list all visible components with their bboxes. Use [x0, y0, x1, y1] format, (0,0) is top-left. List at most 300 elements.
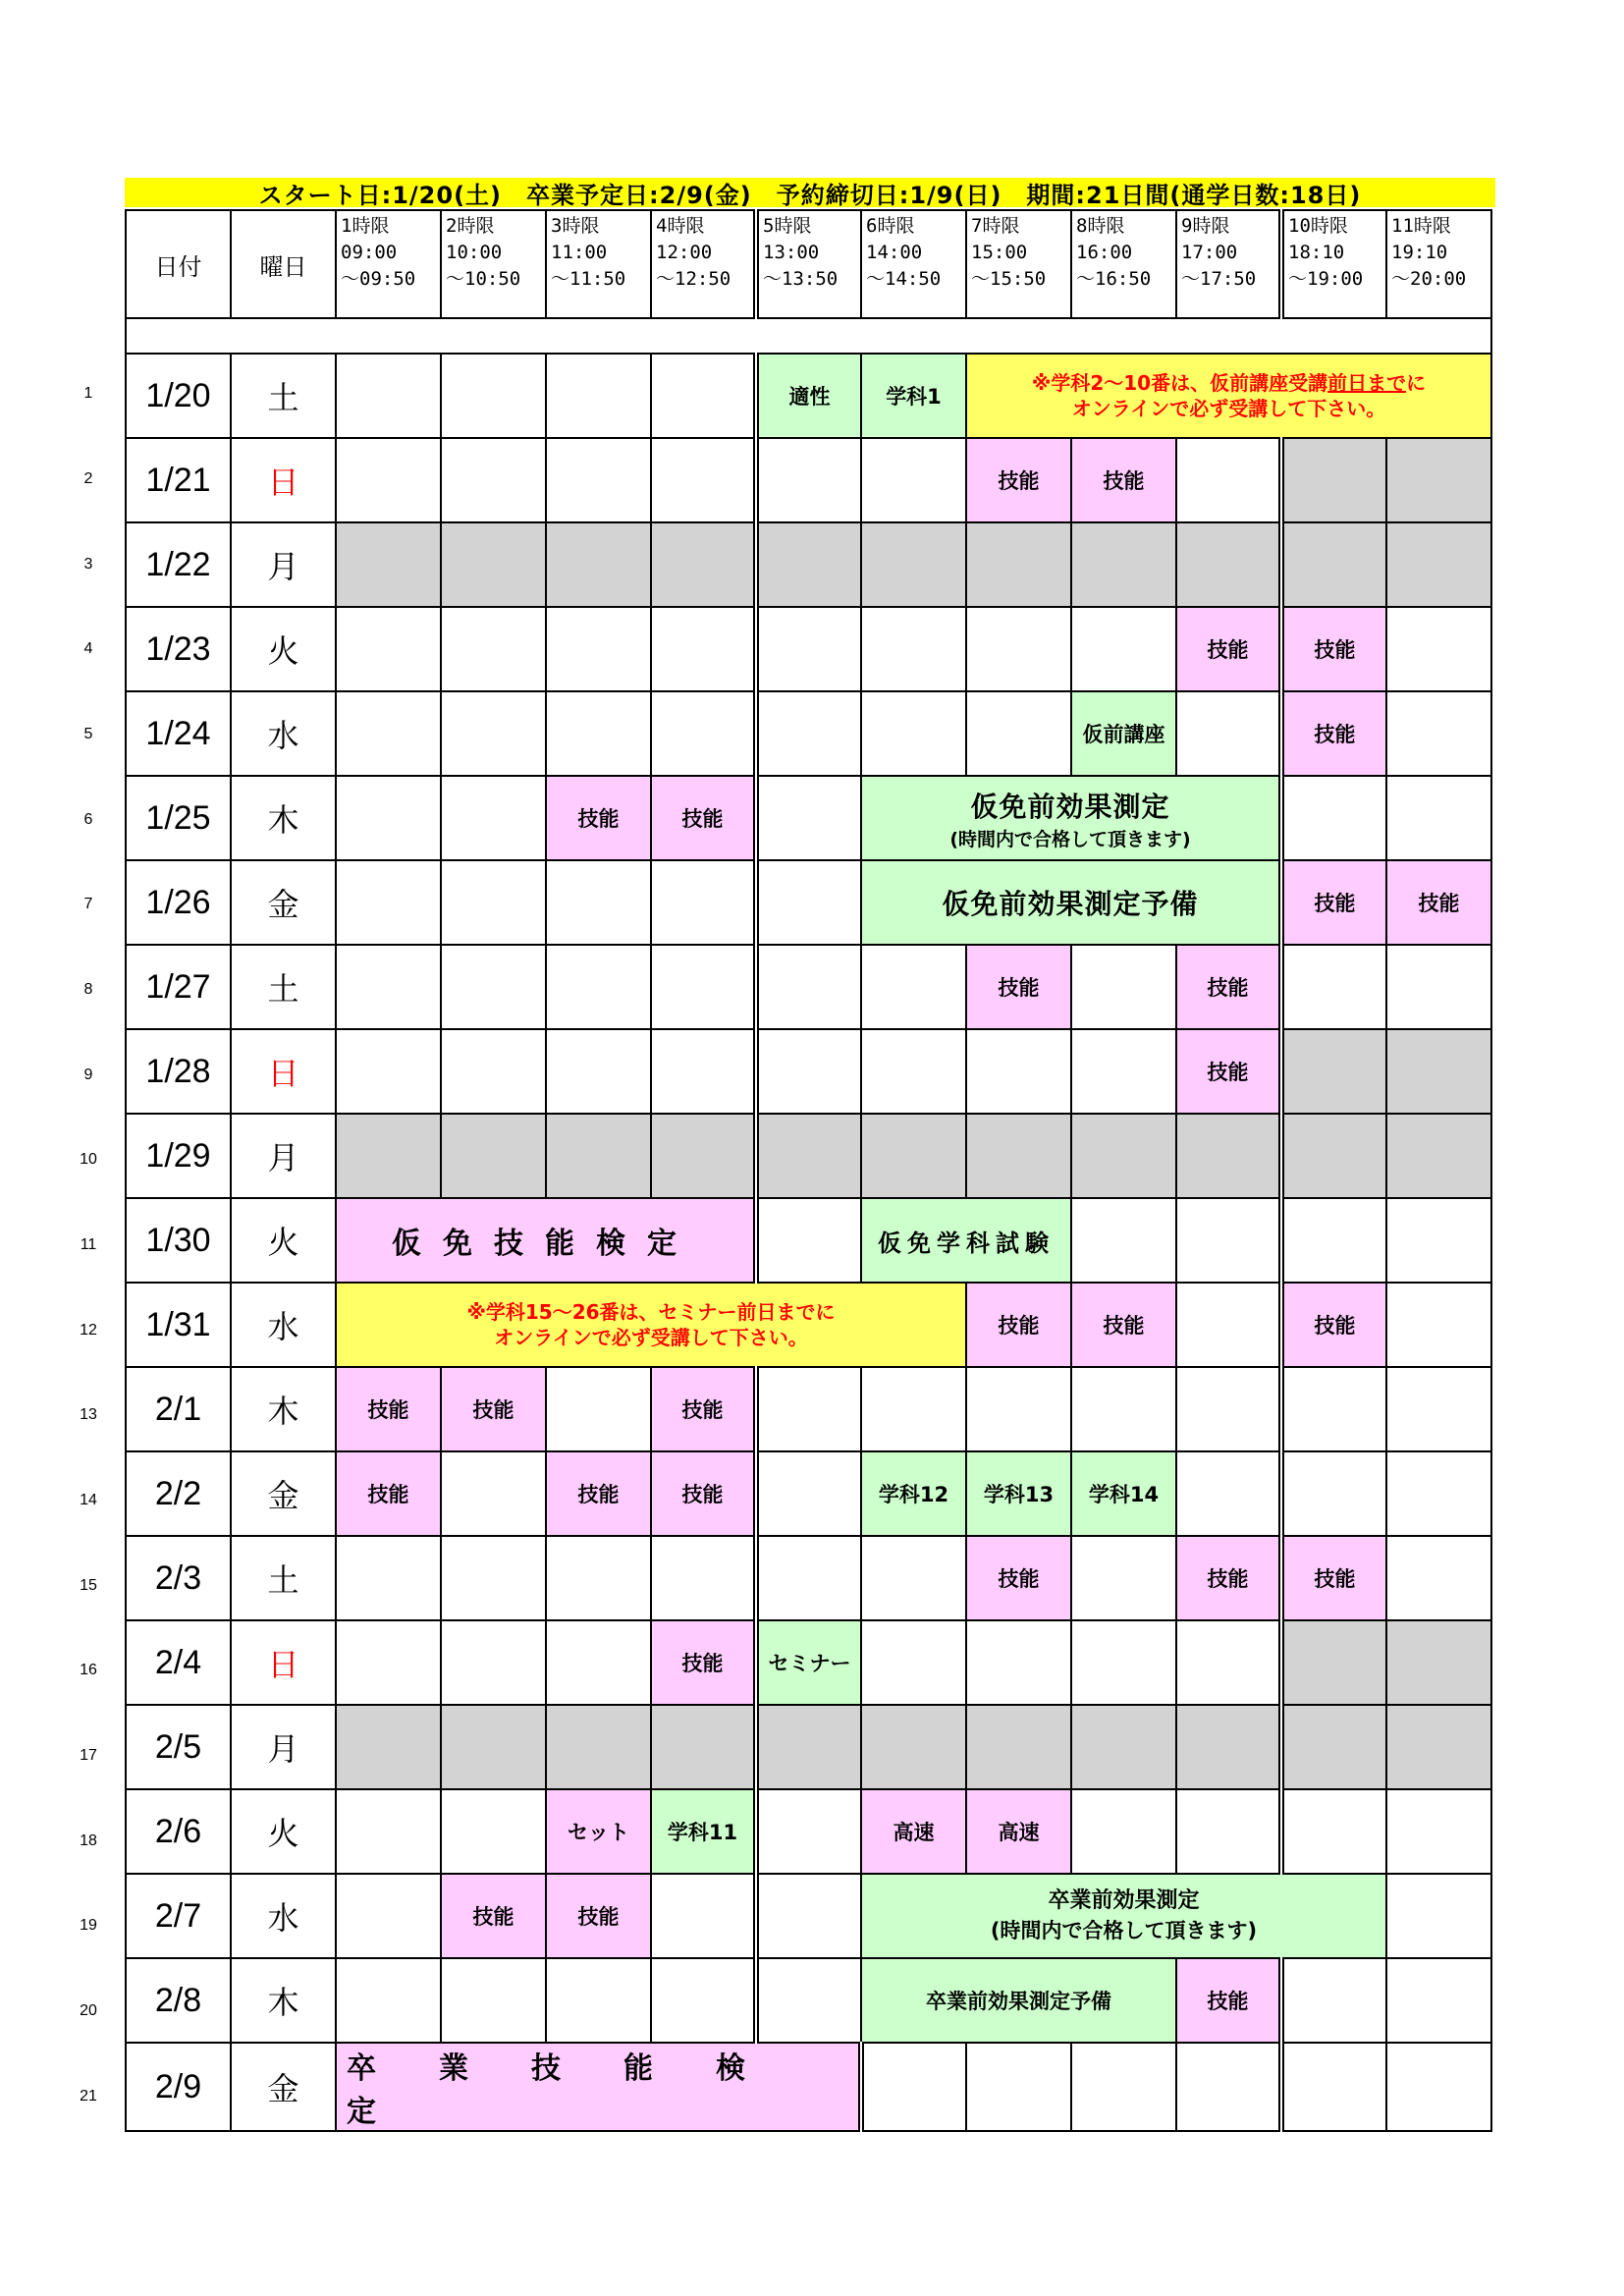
row-number: 8: [83, 981, 93, 998]
table-row: [126, 1789, 1491, 1874]
date-cell: 2/4: [126, 1620, 231, 1705]
ginou-slot: 技能: [441, 1367, 546, 1451]
table-row: [126, 1705, 1491, 1789]
closed-slot: [1176, 1114, 1281, 1198]
ginou-slot: 技能: [651, 1620, 756, 1705]
closed-slot: [1386, 1114, 1491, 1198]
kari-kouka-sokutei-slot: 仮免前効果測定 (時間内で合格して頂きます): [861, 776, 1281, 860]
ginou-slot: 技能: [1176, 945, 1281, 1029]
date-cell: 1/23: [126, 607, 231, 691]
weekday-cell: 金: [231, 860, 336, 945]
weekday-cell: 火: [231, 1789, 336, 1874]
closed-slot: [336, 1114, 441, 1198]
date-cell: 1/31: [126, 1283, 231, 1367]
row-number: 19: [80, 1917, 97, 1934]
slot-cell: [546, 1367, 651, 1451]
row-number: 14: [80, 1492, 97, 1508]
table-row: [126, 438, 1491, 522]
slot-cell: [966, 691, 1071, 776]
ginou-slot: 技能: [966, 438, 1071, 522]
slot-cell: [756, 438, 861, 522]
slot-cell: [336, 776, 441, 860]
slot-cell: [651, 1958, 756, 2043]
slot-cell: [1386, 776, 1491, 860]
date-cell: 1/21: [126, 438, 231, 522]
schedule-table: [125, 209, 1492, 2132]
slot-cell: [651, 691, 756, 776]
ginou-slot: 技能: [651, 776, 756, 860]
ginou-slot: 技能: [966, 1536, 1071, 1620]
ginou-slot: 技能: [546, 1451, 651, 1536]
date-cell: 1/20: [126, 354, 231, 438]
slot-cell: [1071, 1367, 1176, 1451]
date-cell: 1/22: [126, 522, 231, 607]
table-row: [126, 522, 1491, 607]
slot-cell: [441, 945, 546, 1029]
slot-cell: [336, 354, 441, 438]
closed-slot: [651, 522, 756, 607]
date-cell: 2/7: [126, 1874, 231, 1958]
row-number: 12: [80, 1322, 97, 1339]
table-row: [126, 1114, 1491, 1198]
weekday-cell: 火: [231, 607, 336, 691]
slot-cell: [441, 1029, 546, 1114]
date-cell: 1/26: [126, 860, 231, 945]
weekday-cell: 水: [231, 1874, 336, 1958]
slot-cell: [336, 1958, 441, 2043]
weekday-cell: 土: [231, 945, 336, 1029]
weekday-cell: 土: [231, 1536, 336, 1620]
slot-cell: [651, 1874, 756, 1958]
ginou-slot: 技能: [546, 1874, 651, 1958]
date-cell: 2/3: [126, 1536, 231, 1620]
period-header-1: 1時限 09:00 ～09:50: [336, 210, 441, 318]
slot-cell: [441, 860, 546, 945]
set-slot: セット: [546, 1789, 651, 1874]
slot-cell: [1071, 2043, 1176, 2131]
slot-cell: [1176, 1367, 1281, 1451]
slot-cell: [1071, 1789, 1176, 1874]
slot-cell: [1281, 2043, 1386, 2131]
closed-slot: [861, 1114, 966, 1198]
seminar-slot: セミナー: [756, 1620, 861, 1705]
closed-slot: [1281, 1620, 1386, 1705]
slot-cell: [756, 1029, 861, 1114]
slot-cell: [336, 691, 441, 776]
weekday-cell: 日: [231, 438, 336, 522]
table-row: [126, 776, 1491, 860]
closed-slot: [756, 1114, 861, 1198]
slot-cell: [1386, 1958, 1491, 2043]
slot-cell: [756, 776, 861, 860]
slot-cell: [336, 945, 441, 1029]
date-column-header: 日付: [126, 210, 231, 318]
slot-cell: [441, 1620, 546, 1705]
slot-cell: [756, 1874, 861, 1958]
slot-cell: [1281, 1367, 1386, 1451]
online-note: ※学科2～10番は、仮前講座受講前日までに オンラインで必ず受講して下さい。: [966, 354, 1491, 438]
closed-slot: [1281, 1114, 1386, 1198]
table-row: [126, 691, 1491, 776]
period-header-11: 11時限 19:10 ～20:00: [1386, 210, 1491, 318]
row-number: 2: [83, 470, 93, 487]
row-number: 3: [83, 556, 93, 573]
slot-cell: [651, 607, 756, 691]
period-header-2: 2時限 10:00 ～10:50: [441, 210, 546, 318]
slot-cell: [651, 1536, 756, 1620]
ginou-slot: 技能: [966, 1283, 1071, 1367]
closed-slot: [441, 1114, 546, 1198]
closed-slot: [861, 1705, 966, 1789]
closed-slot: [1281, 522, 1386, 607]
spacer-cell: [126, 318, 1491, 354]
row-number: 1: [83, 385, 93, 402]
closed-slot: [861, 522, 966, 607]
table-row: [126, 1367, 1491, 1451]
ginou-slot: 技能: [1071, 438, 1176, 522]
ginou-slot: 技能: [546, 776, 651, 860]
row-number: 20: [80, 2002, 97, 2019]
slot-cell: [756, 1451, 861, 1536]
slot-cell: [756, 607, 861, 691]
slot-cell: [756, 945, 861, 1029]
slot-cell: [1386, 1367, 1491, 1451]
row-number: 5: [83, 726, 93, 742]
closed-slot: [1176, 522, 1281, 607]
ginou-slot: 技能: [1281, 860, 1386, 945]
weekday-cell: 土: [231, 354, 336, 438]
slot-cell: [336, 1620, 441, 1705]
table-row: [126, 1620, 1491, 1705]
date-cell: 1/27: [126, 945, 231, 1029]
gakka-slot: 学科1: [861, 354, 966, 438]
slot-cell: [546, 945, 651, 1029]
row-number: 9: [83, 1066, 93, 1083]
weekday-cell: 木: [231, 1958, 336, 2043]
slot-cell: [756, 1367, 861, 1451]
table-row: [126, 607, 1491, 691]
date-cell: 2/6: [126, 1789, 231, 1874]
closed-slot: [756, 522, 861, 607]
slot-cell: [546, 691, 651, 776]
closed-slot: [1281, 438, 1386, 522]
sotsu-kouka-sokutei-slot: 卒業前効果測定 (時間内で合格して頂きます): [861, 1874, 1386, 1958]
date-cell: 2/2: [126, 1451, 231, 1536]
slot-cell: [861, 1367, 966, 1451]
weekday-cell: 月: [231, 1705, 336, 1789]
row-number: 17: [80, 1747, 97, 1764]
slot-cell: [1071, 1536, 1176, 1620]
slot-cell: [546, 1029, 651, 1114]
slot-cell: [1176, 1789, 1281, 1874]
slot-cell: [336, 1789, 441, 1874]
date-cell: 1/30: [126, 1198, 231, 1283]
ginou-slot: 技能: [1386, 860, 1491, 945]
date-cell: 1/24: [126, 691, 231, 776]
aptitude-slot: 適性: [756, 354, 861, 438]
slot-cell: [861, 945, 966, 1029]
period-header-7: 7時限 15:00 ～15:50: [966, 210, 1071, 318]
closed-slot: [1386, 1620, 1491, 1705]
slot-cell: [441, 1958, 546, 2043]
weekday-cell: 月: [231, 522, 336, 607]
slot-cell: [1071, 1029, 1176, 1114]
weekday-cell: 火: [231, 1198, 336, 1283]
slot-cell: [441, 1451, 546, 1536]
slot-cell: [756, 1789, 861, 1874]
slot-cell: [756, 1958, 861, 2043]
table-row: [126, 1198, 1491, 1283]
slot-cell: [1071, 1198, 1176, 1283]
slot-cell: [546, 1958, 651, 2043]
weekday-column-header: 曜日: [231, 210, 336, 318]
table-row: [126, 354, 1491, 438]
table-row: [126, 1283, 1491, 1367]
slot-cell: [756, 1536, 861, 1620]
closed-slot: [336, 522, 441, 607]
weekday-cell: 水: [231, 1283, 336, 1367]
slot-cell: [1386, 1283, 1491, 1367]
slot-cell: [336, 1029, 441, 1114]
weekday-cell: 金: [231, 2043, 336, 2131]
closed-slot: [546, 522, 651, 607]
period-header-3: 3時限 11:00 ～11:50: [546, 210, 651, 318]
gakka-slot: 学科13: [966, 1451, 1071, 1536]
weekday-cell: 月: [231, 1114, 336, 1198]
slot-cell: [966, 2043, 1071, 2131]
ginou-slot: 技能: [1281, 1536, 1386, 1620]
row-number: 4: [83, 640, 93, 657]
closed-slot: [966, 522, 1071, 607]
gakka-slot: 学科12: [861, 1451, 966, 1536]
period-header-6: 6時限 14:00 ～14:50: [861, 210, 966, 318]
closed-slot: [1386, 438, 1491, 522]
row-number: 18: [80, 1832, 97, 1849]
schedule-summary-text: スタート日:1/20(土) 卒業予定日:2/9(金) 予約締切日:1/9(日) 期間:21日間(通学日数:18日): [258, 181, 1362, 209]
row-number: 15: [80, 1577, 97, 1594]
gakka-slot: 学科11: [651, 1789, 756, 1874]
weekday-cell: 木: [231, 776, 336, 860]
ginou-slot: 技能: [1176, 607, 1281, 691]
kari-kouza-slot: 仮前講座: [1071, 691, 1176, 776]
row-number: 11: [80, 1236, 97, 1253]
ginou-slot: 技能: [1281, 607, 1386, 691]
period-header-8: 8時限 16:00 ～16:50: [1071, 210, 1176, 318]
slot-cell: [546, 860, 651, 945]
slot-cell: [1281, 1958, 1386, 2043]
slot-cell: [651, 860, 756, 945]
ginou-slot: 技能: [441, 1874, 546, 1958]
slot-cell: [1281, 1451, 1386, 1536]
ginou-slot: 技能: [1281, 691, 1386, 776]
weekday-cell: 水: [231, 691, 336, 776]
slot-cell: [546, 354, 651, 438]
slot-cell: [1176, 691, 1281, 776]
kousoku-slot: 高速: [966, 1789, 1071, 1874]
slot-cell: [441, 691, 546, 776]
closed-slot: [1176, 1705, 1281, 1789]
ginou-slot: 技能: [1176, 1536, 1281, 1620]
closed-slot: [756, 1705, 861, 1789]
slot-cell: [1386, 1536, 1491, 1620]
slot-cell: [1176, 2043, 1281, 2131]
slot-cell: [1386, 2043, 1491, 2131]
slot-cell: [966, 1367, 1071, 1451]
slot-cell: [966, 1029, 1071, 1114]
slot-cell: [441, 776, 546, 860]
slot-cell: [651, 1029, 756, 1114]
ginou-slot: 技能: [651, 1451, 756, 1536]
header-row: [126, 210, 1491, 318]
table-row: [126, 1536, 1491, 1620]
ginou-slot: 技能: [1176, 1958, 1281, 2043]
slot-cell: [756, 691, 861, 776]
slot-cell: [336, 1536, 441, 1620]
date-cell: 2/9: [126, 2043, 231, 2131]
kari-kouka-yobi-slot: 仮免前効果測定予備: [861, 860, 1281, 945]
slot-cell: [546, 1620, 651, 1705]
kousoku-slot: 高速: [861, 1789, 966, 1874]
slot-cell: [546, 607, 651, 691]
slot-cell: [1176, 438, 1281, 522]
weekday-cell: 日: [231, 1029, 336, 1114]
date-cell: 1/28: [126, 1029, 231, 1114]
slot-cell: [756, 1198, 861, 1283]
row-number: 21: [80, 2088, 97, 2105]
ginou-slot: 技能: [651, 1367, 756, 1451]
slot-cell: [1071, 607, 1176, 691]
weekday-cell: 木: [231, 1367, 336, 1451]
table-row: [126, 945, 1491, 1029]
slot-cell: [546, 438, 651, 522]
slot-cell: [651, 438, 756, 522]
slot-cell: [651, 354, 756, 438]
slot-cell: [336, 860, 441, 945]
date-cell: 1/29: [126, 1114, 231, 1198]
slot-cell: [441, 1536, 546, 1620]
closed-slot: [441, 522, 546, 607]
ginou-slot: 技能: [1281, 1283, 1386, 1367]
table-row: [126, 1874, 1491, 1958]
slot-cell: [1176, 1198, 1281, 1283]
kari-ginou-kentei-slot: 仮免技能検定: [336, 1198, 756, 1283]
closed-slot: [1386, 1029, 1491, 1114]
closed-slot: [1281, 1029, 1386, 1114]
slot-cell: [336, 1874, 441, 1958]
slot-cell: [861, 438, 966, 522]
table-row: [126, 1958, 1491, 2043]
closed-slot: [441, 1705, 546, 1789]
slot-cell: [1386, 945, 1491, 1029]
table-row: [126, 1451, 1491, 1536]
closed-slot: [336, 1705, 441, 1789]
slot-cell: [861, 1029, 966, 1114]
ginou-slot: 技能: [966, 945, 1071, 1029]
date-cell: 2/8: [126, 1958, 231, 2043]
slot-cell: [441, 354, 546, 438]
sotsu-kouka-yobi-slot: 卒業前効果測定予備: [861, 1958, 1176, 2043]
row-number: 7: [83, 896, 93, 912]
slot-cell: [441, 607, 546, 691]
period-header-4: 4時限 12:00 ～12:50: [651, 210, 756, 318]
closed-slot: [1071, 1705, 1176, 1789]
slot-cell: [546, 1536, 651, 1620]
slot-cell: [1386, 1198, 1491, 1283]
slot-cell: [651, 945, 756, 1029]
slot-cell: [861, 1620, 966, 1705]
slot-cell: [861, 607, 966, 691]
period-header-5: 5時限 13:00 ～13:50: [756, 210, 861, 318]
schedule-summary-banner: [125, 178, 1495, 207]
slot-cell: [1281, 1789, 1386, 1874]
slot-cell: [1386, 1451, 1491, 1536]
slot-cell: [861, 2043, 966, 2131]
slot-cell: [756, 860, 861, 945]
closed-slot: [1386, 1705, 1491, 1789]
closed-slot: [966, 1705, 1071, 1789]
slot-cell: [1386, 1874, 1491, 1958]
slot-cell: [1281, 1198, 1386, 1283]
slot-cell: [1386, 607, 1491, 691]
slot-cell: [861, 691, 966, 776]
slot-cell: [1071, 1620, 1176, 1705]
row-number: 13: [80, 1406, 97, 1423]
slot-cell: [1281, 776, 1386, 860]
closed-slot: [1386, 522, 1491, 607]
period-header-9: 9時限 17:00 ～17:50: [1176, 210, 1281, 318]
slot-cell: [1176, 1620, 1281, 1705]
slot-cell: [966, 1620, 1071, 1705]
table-row: [126, 2043, 1491, 2131]
slot-cell: [1386, 691, 1491, 776]
ginou-slot: 技能: [336, 1451, 441, 1536]
sotsu-ginou-kentei-slot: 卒業技能検定: [336, 2043, 861, 2131]
slot-cell: [336, 607, 441, 691]
kari-gakka-shiken-slot: 仮免学科試験: [861, 1198, 1071, 1283]
slot-cell: [966, 607, 1071, 691]
closed-slot: [546, 1705, 651, 1789]
online-note: ※学科15～26番は、セミナー前日までに オンラインで必ず受講して下さい。: [336, 1283, 966, 1367]
weekday-cell: 日: [231, 1620, 336, 1705]
date-cell: 1/25: [126, 776, 231, 860]
slot-cell: [441, 1789, 546, 1874]
spacer-row: [126, 318, 1491, 354]
slot-cell: [861, 1536, 966, 1620]
gakka-slot: 学科14: [1071, 1451, 1176, 1536]
closed-slot: [1071, 522, 1176, 607]
slot-cell: [441, 438, 546, 522]
slot-cell: [1176, 1283, 1281, 1367]
ginou-slot: 技能: [1176, 1029, 1281, 1114]
closed-slot: [546, 1114, 651, 1198]
closed-slot: [966, 1114, 1071, 1198]
ginou-slot: 技能: [1071, 1283, 1176, 1367]
table-row: [126, 1029, 1491, 1114]
slot-cell: [1176, 1451, 1281, 1536]
row-number: 6: [83, 811, 93, 828]
ginou-slot: 技能: [336, 1367, 441, 1451]
period-header-10: 10時限 18:10 ～19:00: [1281, 210, 1386, 318]
closed-slot: [651, 1705, 756, 1789]
slot-cell: [336, 438, 441, 522]
slot-cell: [1071, 945, 1176, 1029]
date-cell: 2/1: [126, 1367, 231, 1451]
closed-slot: [1071, 1114, 1176, 1198]
date-cell: 2/5: [126, 1705, 231, 1789]
row-number: 16: [80, 1662, 97, 1678]
slot-cell: [1386, 1789, 1491, 1874]
slot-cell: [1281, 945, 1386, 1029]
